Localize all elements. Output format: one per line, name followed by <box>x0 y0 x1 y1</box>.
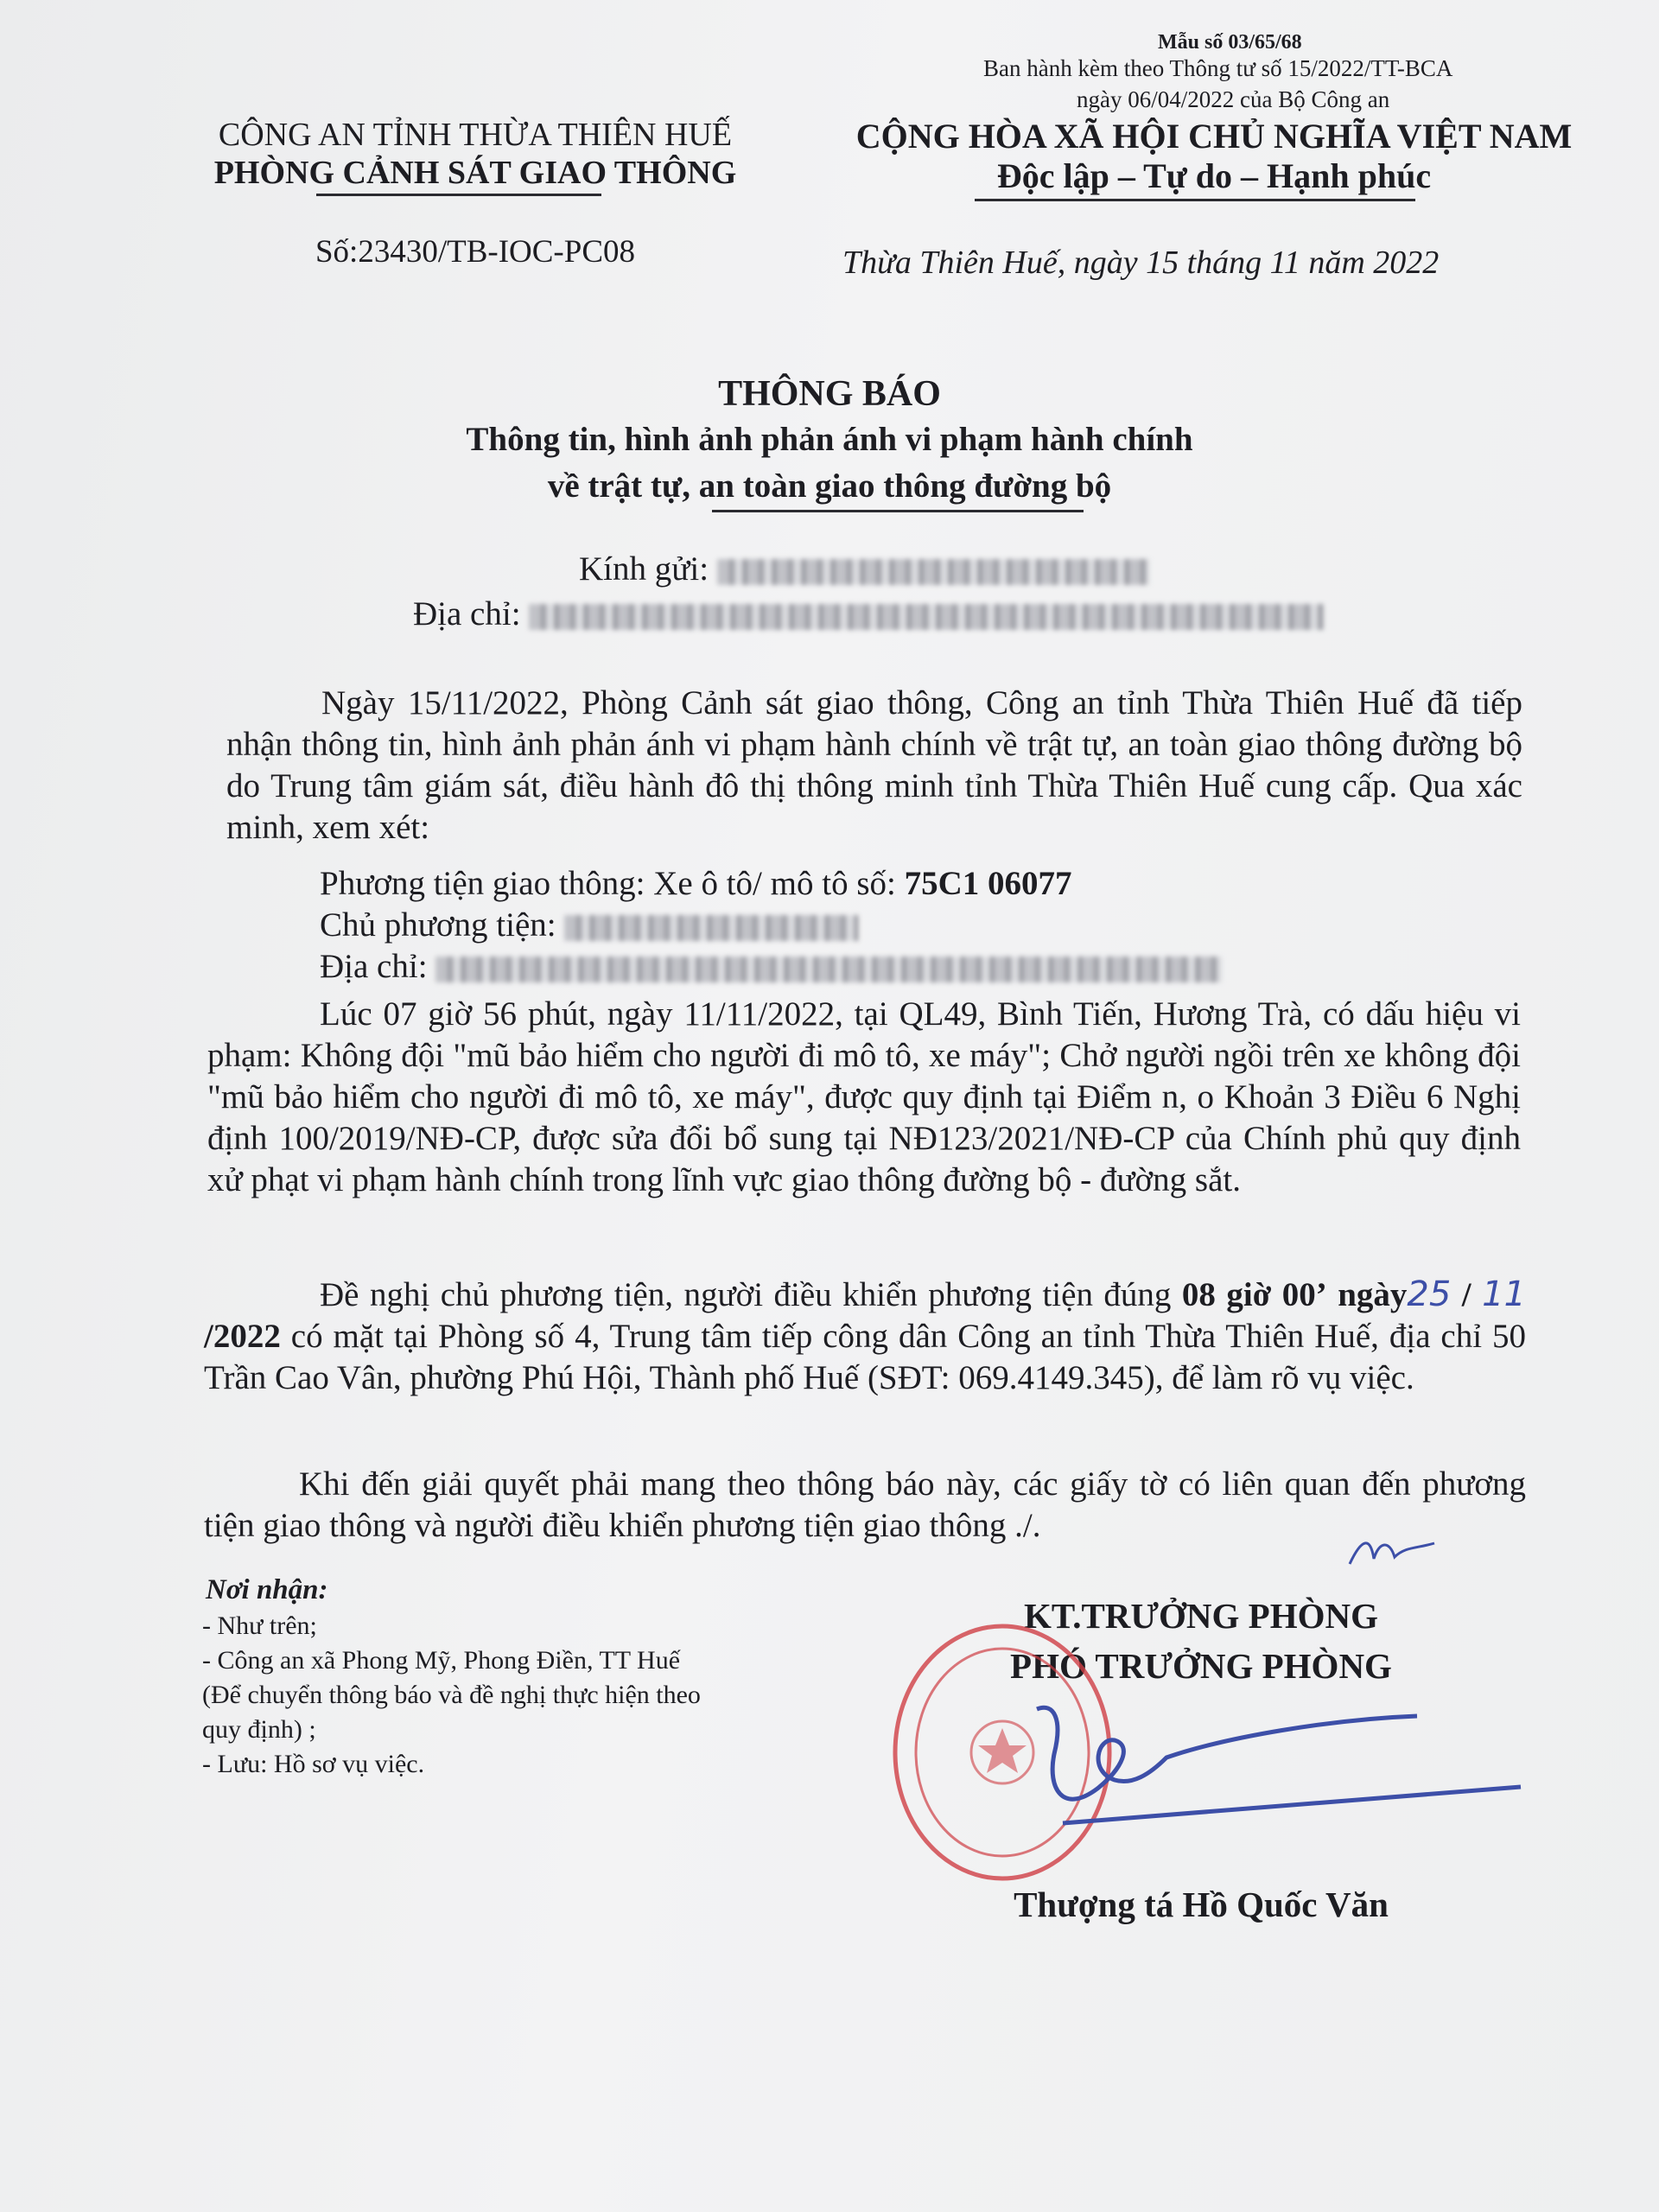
recipients-title: Nơi nhận: <box>206 1574 328 1605</box>
nation-name: CỘNG HÒA XÃ HỘI CHỦ NGHĨA VIỆT NAM <box>855 117 1573 156</box>
appointment-separator: / <box>1461 1276 1471 1313</box>
signature-title-2: PHÓ TRƯỞNG PHÒNG <box>1010 1646 1392 1686</box>
form-issued-date: ngày 06/04/2022 của Bộ Công an <box>1077 86 1390 112</box>
appointment-time: 08 giờ 00’ <box>1181 1276 1327 1313</box>
signer-name: Thượng tá Hồ Quốc Văn <box>1014 1885 1389 1924</box>
paragraph-documents: Khi đến giải quyết phải mang theo thông báo này, các giấy tờ có liên quan đến phương tiện giao thông và người điều khiển phương tiện giao thông ./. <box>204 1465 1526 1544</box>
motto-underline <box>975 199 1415 201</box>
appointment-lead: Đề nghị chủ phương tiện, người điều khiển phương tiện đúng <box>320 1276 1172 1313</box>
nation-motto: Độc lập – Tự do – Hạnh phúc <box>996 156 1432 195</box>
owner-address-line <box>320 947 1222 986</box>
recipient-item: quy định) ; <box>202 1715 316 1744</box>
form-number: Mẫu số 03/65/68 <box>1158 31 1302 54</box>
recipients-list <box>202 1609 701 1782</box>
owner-label: Chủ phương tiện: <box>320 906 556 944</box>
vehicle-label: Phương tiện giao thông: Xe ô tô/ mô tô số: <box>320 865 896 902</box>
paragraph-violation: Lúc 07 giờ 56 phút, ngày 11/11/2022, tại QL49, Bình Tiến, Hương Trà, có dấu hiệu vi phạm: Không đội "mũ bảo hiểm cho người đi mô tô, xe máy"; Chở người ngồi trên xe không đội "mũ bảo hiểm cho người đi mô tô, xe máy", được quy định tại Điểm n, o Khoản 3 Điều 6 Nghị định 100/2019/NĐ-CP, được sửa đổi bổ sung tại NĐ123/2021/NĐ-CP của Chính phủ quy định xử phạt vi phạm hành chính trong lĩnh vực giao thông đường bộ - đường sắt. <box>207 995 1521 1198</box>
signature-title-1: KT.TRƯỞNG PHÒNG <box>1024 1596 1378 1636</box>
recipient-address-line <box>413 594 1324 633</box>
recipient-item: (Để chuyển thông báo và đề nghị thực hiện theo <box>202 1681 701 1709</box>
signature-icon <box>1002 1685 1529 1840</box>
owner-address-redacted <box>435 957 1222 982</box>
title-underline <box>712 510 1084 512</box>
doc-title: THÔNG BÁO <box>718 374 941 414</box>
doc-number: Số:23430/TB-IOC-PC08 <box>315 234 636 270</box>
initial-mark-icon <box>1344 1529 1440 1573</box>
appointment-month-handwritten: 11 <box>1482 1274 1527 1314</box>
agency-underline <box>316 194 601 196</box>
paragraph-receipt: Ngày 15/11/2022, Phòng Cảnh sát giao thông, Công an tỉnh Thừa Thiên Huế đã tiếp nhận thông tin, hình ảnh phản ánh vi phạm hành chính về trật tự, an toàn giao thông đường bộ do Trung tâm giám sát, điều hành đô thị thông minh tỉnh Thừa Thiên Huế cung cấp. Qua xác minh, xem xét: <box>226 684 1522 846</box>
appointment-day-handwritten: 25 <box>1407 1274 1452 1314</box>
owner-line <box>320 906 858 944</box>
paragraph-appointment <box>204 1274 1526 1399</box>
form-issued-with: Ban hành kèm theo Thông tư số 15/2022/TT-BCA <box>983 55 1453 81</box>
recipient-address-label: Địa chỉ: <box>413 595 521 632</box>
owner-name-redacted <box>564 915 858 941</box>
vehicle-line <box>320 864 1072 903</box>
recipient-address-redacted <box>529 604 1324 630</box>
doc-subtitle-1: Thông tin, hình ảnh phản ánh vi phạm hành chính <box>466 421 1193 458</box>
appointment-day-label: ngày <box>1338 1276 1408 1313</box>
recipient-line <box>579 550 1149 588</box>
recipient-item: - Lưu: Hồ sơ vụ việc. <box>202 1750 425 1778</box>
appointment-rest: có mặt tại Phòng số 4, Trung tâm tiếp công dân Công an tỉnh Thừa Thiên Huế, địa chỉ 50 Trần Cao Vân, phường Phú Hội, Thành phố Huế (SĐT: 069.4149.345), để làm rõ vụ việc. <box>204 1318 1527 1396</box>
place-date: Thừa Thiên Huế, ngày 15 tháng 11 năm 2022 <box>842 245 1440 281</box>
agency-parent: CÔNG AN TỈNH THỪA THIÊN HUẾ <box>218 117 733 153</box>
recipient-label: Kính gửi: <box>579 550 709 588</box>
recipient-item: - Như trên; <box>202 1611 317 1640</box>
appointment-year: /2022 <box>204 1318 281 1355</box>
recipient-name-redacted <box>717 559 1149 585</box>
doc-subtitle-2: về trật tự, an toàn giao thông đường bộ <box>547 467 1112 505</box>
vehicle-plate: 75C1 06077 <box>904 865 1072 902</box>
owner-address-label: Địa chỉ: <box>320 948 428 985</box>
agency-name: PHÒNG CẢNH SÁT GIAO THÔNG <box>213 155 737 191</box>
recipient-item: - Công an xã Phong Mỹ, Phong Điền, TT Huế <box>202 1646 681 1675</box>
